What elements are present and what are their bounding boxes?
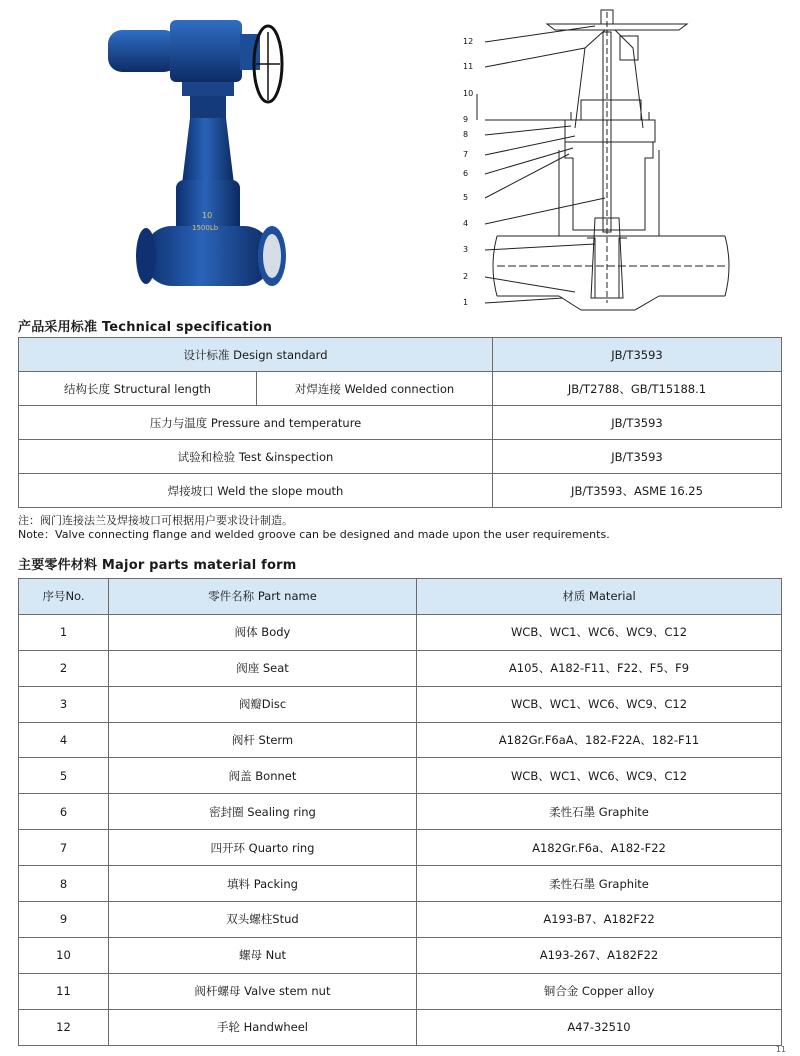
part-no: 6 xyxy=(19,794,109,830)
table-row xyxy=(19,372,782,406)
parts-title: 主要零件材料 Major parts material form xyxy=(18,558,297,573)
part-material: 铜合金 Copper alloy xyxy=(417,973,782,1009)
part-material: A105、A182-F11、F22、F5、F9 xyxy=(417,650,782,686)
part-material: 柔性石墨 Graphite xyxy=(417,794,782,830)
spec-sublabel: 对焊连接 Welded connection xyxy=(257,372,493,406)
table-row xyxy=(19,614,782,650)
part-material: A182Gr.F6a、A182-F22 xyxy=(417,830,782,866)
table-row xyxy=(19,722,782,758)
table-header-row xyxy=(19,579,782,615)
part-no: 5 xyxy=(19,758,109,794)
part-no: 10 xyxy=(19,937,109,973)
table-row xyxy=(19,406,782,440)
part-name: 阀座 Seat xyxy=(109,650,417,686)
callout-10: 10 xyxy=(463,89,474,98)
spec-value: JB/T3593 xyxy=(493,338,782,372)
tech-spec-title: 产品采用标准 Technical specification xyxy=(18,320,273,335)
part-material: A182Gr.F6aA、182-F22A、182-F11 xyxy=(417,722,782,758)
callout-8: 8 xyxy=(463,130,469,139)
col-header-material: 材质 Material xyxy=(417,579,782,615)
part-name: 阀瓣Disc xyxy=(109,686,417,722)
callout-2: 2 xyxy=(463,272,469,281)
callout-3: 3 xyxy=(463,245,469,254)
valve-section-drawing xyxy=(455,8,745,313)
part-material: WCB、WC1、WC6、WC9、C12 xyxy=(417,758,782,794)
part-no: 4 xyxy=(19,722,109,758)
callout-9: 9 xyxy=(463,115,469,124)
body-marking-2: 1500Lb xyxy=(192,224,219,232)
part-no: 8 xyxy=(19,866,109,902)
spec-value: JB/T3593 xyxy=(493,406,782,440)
part-no: 3 xyxy=(19,686,109,722)
part-name: 阀杆 Sterm xyxy=(109,722,417,758)
table-row xyxy=(19,902,782,938)
callout-6: 6 xyxy=(463,169,469,178)
part-name: 阀盖 Bonnet xyxy=(109,758,417,794)
spec-label: 设计标准 Design standard xyxy=(19,338,493,372)
part-material: A193-267、A182F22 xyxy=(417,937,782,973)
spec-value: JB/T3593 xyxy=(493,440,782,474)
part-material: WCB、WC1、WC6、WC9、C12 xyxy=(417,614,782,650)
part-material: A47-32510 xyxy=(417,1009,782,1045)
part-name: 四开环 Quarto ring xyxy=(109,830,417,866)
table-row xyxy=(19,650,782,686)
part-name: 阀体 Body xyxy=(109,614,417,650)
part-no: 1 xyxy=(19,614,109,650)
callout-5: 5 xyxy=(463,193,469,202)
part-name: 填料 Packing xyxy=(109,866,417,902)
table-row xyxy=(19,794,782,830)
spec-label: 试验和检验 Test &inspection xyxy=(19,440,493,474)
callout-1: 1 xyxy=(463,298,469,307)
part-material: WCB、WC1、WC6、WC9、C12 xyxy=(417,686,782,722)
part-material: A193-B7、A182F22 xyxy=(417,902,782,938)
tech-spec-table xyxy=(18,337,782,508)
valve-photo xyxy=(100,12,310,302)
spec-value: JB/T2788、GB/T15188.1 xyxy=(493,372,782,406)
part-name: 阀杆螺母 Valve stem nut xyxy=(109,973,417,1009)
page-number: 11 xyxy=(775,1045,786,1054)
part-name: 密封圈 Sealing ring xyxy=(109,794,417,830)
part-no: 2 xyxy=(19,650,109,686)
col-header-name: 零件名称 Part name xyxy=(109,579,417,615)
table-row xyxy=(19,1009,782,1045)
col-header-no: 序号No. xyxy=(19,579,109,615)
spec-value: JB/T3593、ASME 16.25 xyxy=(493,474,782,508)
parts-table xyxy=(18,578,782,1046)
callout-7: 7 xyxy=(463,150,469,159)
table-row xyxy=(19,973,782,1009)
callout-12: 12 xyxy=(463,37,474,46)
part-no: 7 xyxy=(19,830,109,866)
table-row xyxy=(19,474,782,508)
part-name: 手轮 Handwheel xyxy=(109,1009,417,1045)
spec-label: 焊接坡口 Weld the slope mouth xyxy=(19,474,493,508)
table-row xyxy=(19,758,782,794)
part-name: 螺母 Nut xyxy=(109,937,417,973)
callout-11: 11 xyxy=(463,62,474,71)
table-row xyxy=(19,830,782,866)
table-row xyxy=(19,937,782,973)
part-no: 12 xyxy=(19,1009,109,1045)
table-row xyxy=(19,686,782,722)
note-cn: 注：阀门连接法兰及焊接坡口可根据用户要求设计制造。 xyxy=(18,514,293,527)
spec-label: 压力与温度 Pressure and temperature xyxy=(19,406,493,440)
callout-4: 4 xyxy=(463,219,469,228)
table-row xyxy=(19,338,782,372)
body-marking-1: 10 xyxy=(202,211,213,220)
note xyxy=(18,514,610,542)
table-row xyxy=(19,440,782,474)
table-row xyxy=(19,866,782,902)
note-en: Note：Valve connecting flange and welded groove can be designed and made upon the user requirements. xyxy=(18,528,610,541)
part-no: 9 xyxy=(19,902,109,938)
spec-label: 结构长度 Structural length xyxy=(19,372,257,406)
part-no: 11 xyxy=(19,973,109,1009)
part-name: 双头螺柱Stud xyxy=(109,902,417,938)
part-material: 柔性石墨 Graphite xyxy=(417,866,782,902)
